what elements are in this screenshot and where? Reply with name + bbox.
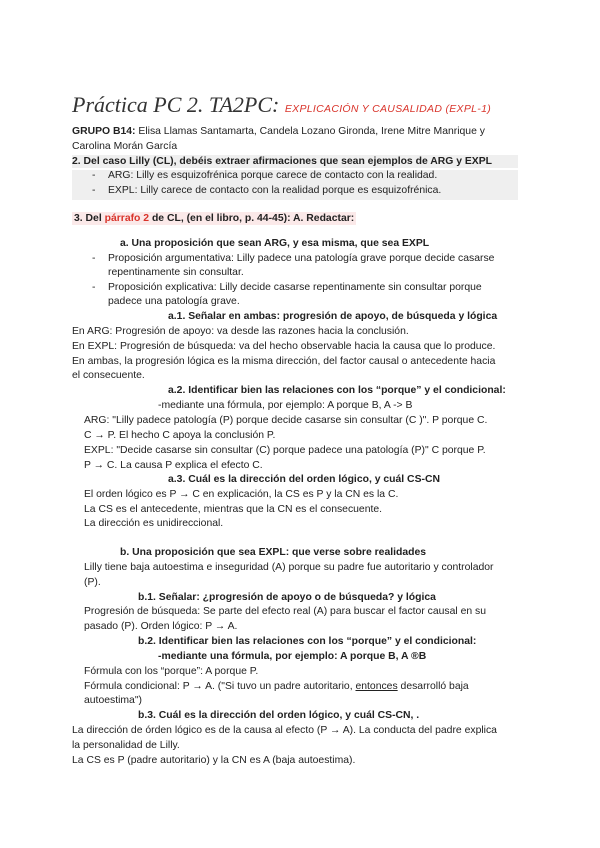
page-title bbox=[72, 92, 491, 118]
a3-line-3: La dirección es unidireccional. bbox=[84, 518, 224, 529]
b-line-2: (P). bbox=[84, 577, 101, 588]
b3-line-1: La dirección de órden lógico es de la causa al efecto (P → A). La conducta del padre explica bbox=[72, 725, 497, 736]
a3-heading: a.3. Cuál es la dirección del orden lógico, y cuál CS-CN bbox=[168, 474, 440, 485]
section-b-heading: b. Una proposición que sea EXPL: que verse sobre realidades bbox=[120, 547, 427, 558]
b3-heading: b.3. Cuál es la dirección del orden lógico, y cuál CS-CN, . bbox=[138, 710, 420, 721]
b1-heading: b.1. Señalar: ¿progresión de apoyo o de búsqueda? y lógica bbox=[138, 592, 436, 603]
a2-heading: a.2. Identificar bien las relaciones con los “porque” y el condicional: bbox=[168, 385, 506, 396]
a1-line-1: En ARG: Progresión de apoyo: va desde las razones hacia la conclusión. bbox=[72, 326, 409, 337]
a-bullet-2-line-1: Proposición explicativa: Lilly decide casarse repentinamente sin consultar porque bbox=[108, 282, 482, 293]
a-bullet-1-line-1: Proposición argumentativa: Lilly padece una patología grave porque decide casarse bbox=[108, 253, 495, 264]
a1-line-3: En ambas, la progresión lógica es la misma dirección, del factor causal o antecedente hacia bbox=[72, 356, 496, 367]
b2-line-1: Fórmula con los “porque”: A porque P. bbox=[84, 666, 259, 677]
a-bullet-1-line-2: repentinamente sin consultar. bbox=[108, 267, 244, 278]
a1-line-4: el consecuente. bbox=[72, 370, 145, 381]
q3-parrafo: párrafo 2 bbox=[104, 213, 150, 224]
b3-line-3: La CS es P (padre autoritario) y la CN es A (baja autoestima). bbox=[72, 755, 356, 766]
a2-line-1: ARG: "Lilly padece patología (P) porque decide casarse sin consultar (C )". P porque C. bbox=[84, 415, 488, 426]
q2-item-expl: EXPL: Lilly carece de contacto con la realidad porque es esquizofrénica. bbox=[108, 185, 442, 196]
q3-suffix: de CL, (en el libro, p. 44-45): A. Redactar: bbox=[149, 213, 355, 224]
a3-line-1: El orden lógico es P → C en explicación, la CS es P y la CN es la C. bbox=[84, 489, 399, 500]
q2-bullet-1-marker: - bbox=[92, 170, 96, 181]
group-members-1: Elisa Llamas Santamarta, Candela Lozano Gironda, Irene Mitre Manrique y bbox=[135, 126, 485, 137]
q2-item-arg: ARG: Lilly es esquizofrénica porque carece de contacto con la realidad. bbox=[108, 170, 438, 181]
a-bullet-2-line-2: padece una patología grave. bbox=[108, 296, 240, 307]
b2-entonces: entonces bbox=[355, 681, 398, 692]
a1-line-2: En EXPL: Progresión de búsqueda: va del hecho observable hacia la causa que lo produce. bbox=[72, 341, 496, 352]
a2-line-3: EXPL: "Decide casarse sin consultar (C) porque padece una patología (P)" C porque P. bbox=[84, 445, 486, 456]
q2-bullet-2-marker: - bbox=[92, 185, 96, 196]
b-line-1: Lilly tiene baja autoestima e inseguridad (A) porque su padre fue autoritario y controlador bbox=[84, 562, 494, 573]
b2-subheading: -mediante una fórmula, por ejemplo: A porque B, A ®B bbox=[158, 651, 427, 662]
a-bullet-2-marker: - bbox=[92, 282, 96, 293]
b3-line-2: la personalidad de Lilly. bbox=[72, 740, 180, 751]
q3-heading bbox=[72, 212, 356, 225]
group-line-2: Carolina Morán García bbox=[72, 141, 178, 152]
group-label: GRUPO B14: bbox=[72, 126, 136, 137]
b1-line-2: pasado (P). Orden lógico: P → A. bbox=[84, 621, 238, 632]
b1-line-1: Progresión de búsqueda: Se parte del efecto real (A) para buscar el factor causal en su bbox=[84, 606, 487, 617]
q2-heading: 2. Del caso Lilly (CL), debéis extraer afirmaciones que sean ejemplos de ARG y EXPL bbox=[72, 155, 518, 168]
q3-prefix: 3. Del bbox=[74, 213, 105, 224]
group-line-1 bbox=[72, 126, 485, 137]
b2-line-2-text: Fórmula condicional: P → A. ("Si tuvo un padre autoritario, bbox=[84, 681, 356, 692]
title-main: Práctica PC 2. TA2PC: bbox=[72, 92, 280, 117]
title-subtitle: EXPLICACIÓN Y CAUSALIDAD (EXPL-1) bbox=[284, 103, 492, 115]
section-a-heading: a. Una proposición que sean ARG, y esa misma, que sea EXPL bbox=[120, 238, 430, 249]
b2-line-2 bbox=[84, 681, 469, 692]
a1-heading: a.1. Señalar en ambas: progresión de apoyo, de búsqueda y lógica bbox=[168, 311, 498, 322]
a-bullet-1-marker: - bbox=[92, 253, 96, 264]
b2-line-3: autoestima") bbox=[84, 695, 142, 706]
a2-line-2: C → P. El hecho C apoya la conclusión P. bbox=[84, 430, 276, 441]
a2-subheading: -mediante una fórmula, por ejemplo: A porque B, A -> B bbox=[158, 400, 413, 411]
a3-line-2: La CS es el antecedente, mientras que la CN es el consecuente. bbox=[84, 504, 383, 515]
a2-line-4: P → C. La causa P explica el efecto C. bbox=[84, 460, 263, 471]
b2-heading: b.2. Identificar bien las relaciones con los “porque” y el condicional: bbox=[138, 636, 477, 647]
b2-line-2-end: desarrolló baja bbox=[397, 681, 469, 692]
